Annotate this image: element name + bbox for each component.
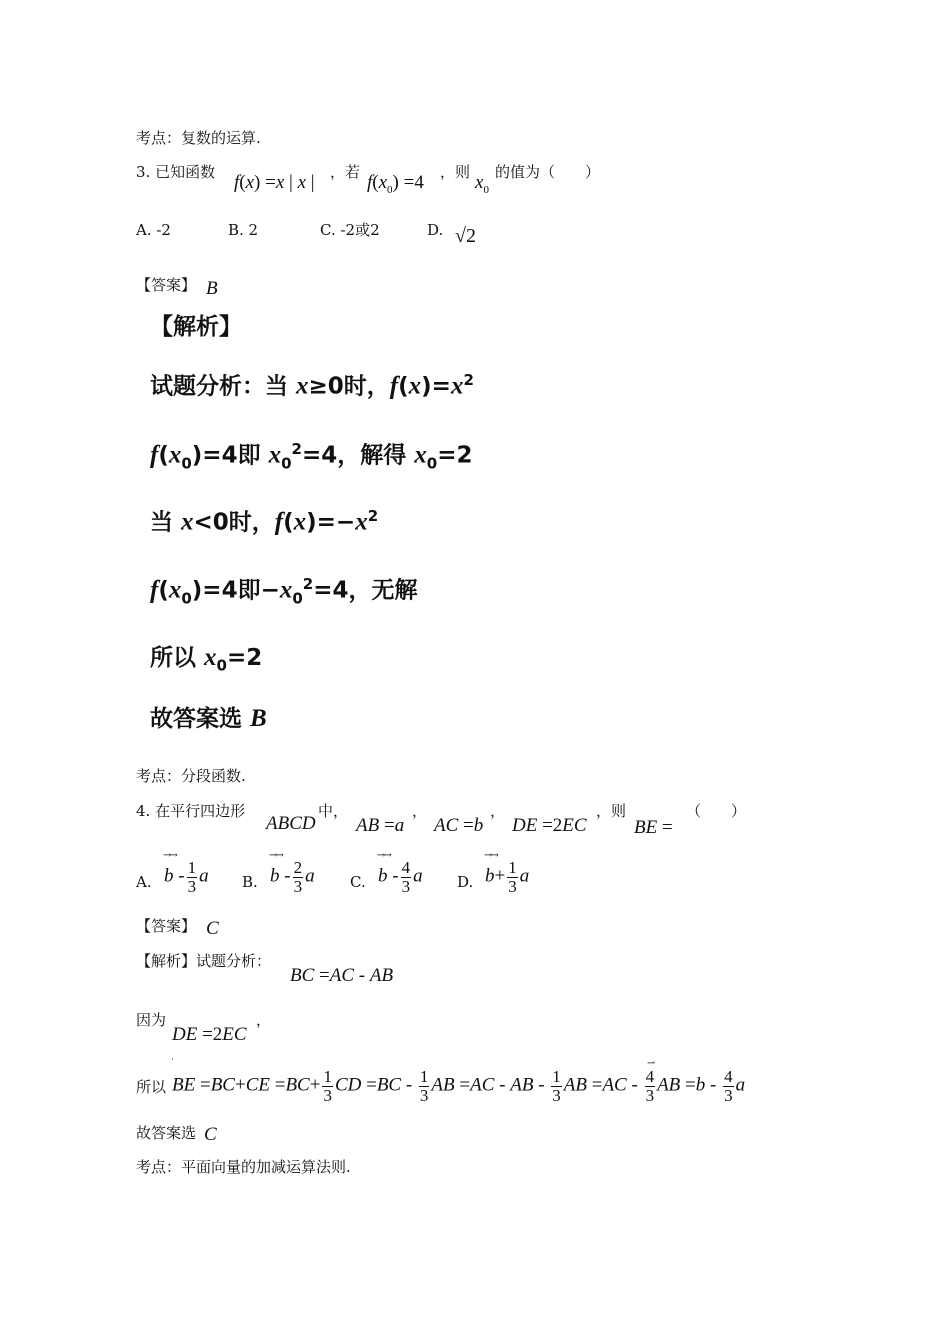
kaodian-piecewise: 考点：分段函数. <box>136 767 246 785</box>
q4-option-c-math: b - $\frac{4}{3}$ a <box>378 858 423 896</box>
vector-dot-icon: ˙ <box>170 1058 173 1069</box>
q3-step-6: 故答案选 B <box>150 705 267 732</box>
q3-jiexi-title: 【解析】 <box>150 314 242 340</box>
q4-final-line: BE =BC+CE =BC+ $\frac{1}{3}$ CD =BC - $\frac{1}{3}$ AB =AC - AB - $\frac{1}{3}$ AB =AC - $\frac{4}{3}$ AB =b - $\frac{4}{3}$ a <box>172 1067 746 1105</box>
q4-option-d-label: D. <box>457 873 474 891</box>
q4-zhong: 中， <box>318 802 349 820</box>
q3-function: f(x) =x | x | <box>234 172 315 193</box>
q3-comma-ruo: ，若 <box>330 163 361 181</box>
q4-comma-2: ， <box>490 802 506 820</box>
q4-comma-3: ， <box>256 1011 272 1029</box>
q4-guda: 故答案选 <box>136 1124 197 1142</box>
q3-answer: B <box>206 278 218 299</box>
q4-option-b-label: B. <box>242 873 258 891</box>
q4-option-a-label: A. <box>136 873 152 891</box>
q3-x0: $x_0$ <box>475 172 489 196</box>
q3-step-5: 所以 $x_0=2$ <box>150 644 263 675</box>
vector-arrow-icon: →→ <box>484 850 497 861</box>
q4-option-d-math: b+ $\frac{1}{3}$ a <box>485 858 530 896</box>
q3-step-4: $f(x_0)=4$即$-x_0^2=4$，无解 <box>150 575 418 608</box>
q4-abcd: ABCD <box>266 813 316 834</box>
q4-bc-line: BC =AC - AB <box>290 965 394 986</box>
q3-tail: 的值为（ ） <box>495 163 601 181</box>
q3-step-1: 试题分析：当 x≥0时，$f(x)=x^2$ <box>150 371 474 400</box>
q3-option-d-sqrt2: √2 <box>455 225 476 247</box>
q4-option-b-math: b - $\frac{2}{3}$ a <box>270 858 315 896</box>
q4-answer-label: 【答案】 <box>136 917 197 935</box>
q3-condition: $f(x_0) =4$ <box>367 172 424 196</box>
q3-number: 3. 已知函数 <box>136 163 216 181</box>
q3-step-3: 当 x<0时，$f(x)=-x^2$ <box>150 507 379 536</box>
q3-option-c: C. -2或2 <box>320 221 380 239</box>
q4-guda-answer: C <box>204 1124 217 1145</box>
q4-suoyi: 所以 <box>136 1078 167 1096</box>
q4-answer: C <box>206 918 219 939</box>
q4-option-a-math: b - $\frac{1}{3}$ a <box>164 858 209 896</box>
q4-ac-eq-b: AC =b <box>434 815 484 836</box>
q4-yinwei: 因为 <box>136 1011 167 1029</box>
q4-comma-1: ， <box>412 802 428 820</box>
q3-step-2: $f(x_0)=4$即 $x_0^2=4$，解得 $x_0=2$ <box>150 440 473 473</box>
vector-arrow-icon: ⇀ <box>647 1058 654 1069</box>
q4-be: BE = <box>634 817 673 838</box>
q4-number: 4. 在平行四边形 <box>136 802 246 820</box>
q4-jiexi-label: 【解析】试题分析： <box>136 952 272 970</box>
q4-de-eq-2ec: DE =2EC <box>512 815 587 836</box>
kaodian-complex: 考点：复数的运算. <box>136 129 261 147</box>
q4-then: ，则 <box>596 802 627 820</box>
q3-option-a: A. -2 <box>136 221 171 239</box>
q3-option-d: D. <box>427 221 444 239</box>
q4-paren: （ ） <box>686 802 747 820</box>
q3-then: ，则 <box>440 163 471 181</box>
q4-option-c-label: C. <box>350 873 366 891</box>
vector-arrow-icon: →→ <box>269 850 282 861</box>
vector-arrow-icon: →→ <box>163 850 176 861</box>
q3-answer-label: 【答案】 <box>136 276 197 294</box>
q4-ab-eq-a: AB =a <box>356 815 405 836</box>
kaodian-vector: 考点：平面向量的加减运算法则. <box>136 1158 351 1176</box>
vector-arrow-icon: →→ <box>377 850 390 861</box>
q3-option-b: B. 2 <box>228 221 259 239</box>
q4-de-line: DE =2EC <box>172 1024 247 1045</box>
